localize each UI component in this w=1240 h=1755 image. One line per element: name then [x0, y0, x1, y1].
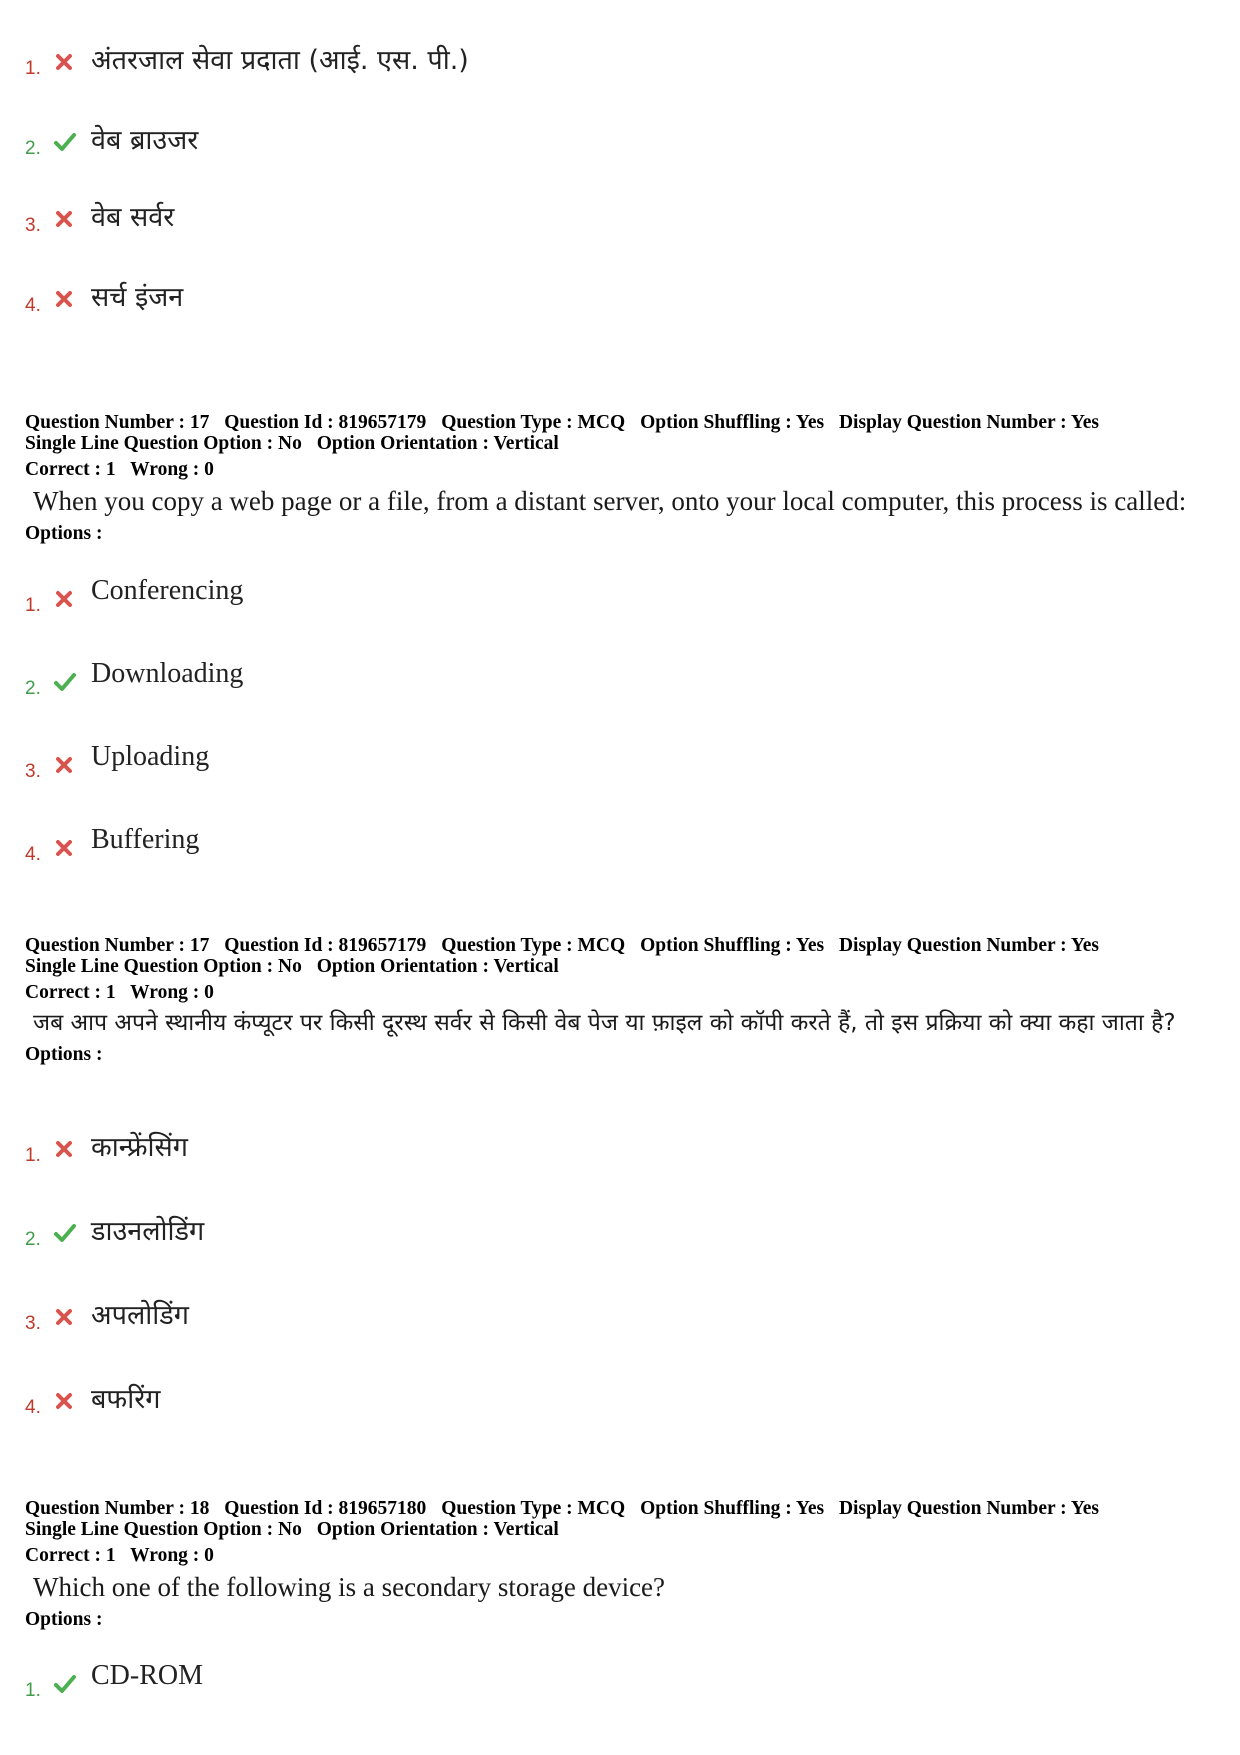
option-text: Downloading	[91, 658, 244, 689]
option-orientation: Option Orientation : Vertical	[316, 1519, 559, 1540]
option-text: सर्च इंजन	[91, 282, 184, 313]
option-number: 4.	[25, 844, 41, 865]
display-question-number: Display Question Number : Yes	[838, 935, 1099, 956]
option-shuffling: Option Shuffling : Yes	[640, 1498, 825, 1519]
question-meta	[25, 412, 1220, 480]
question-meta	[25, 935, 1220, 1003]
single-line-option: Single Line Question Option : No	[25, 956, 302, 977]
cross-icon	[53, 588, 75, 610]
question-block-17-en	[25, 412, 1220, 545]
cross-icon	[53, 754, 75, 776]
option-number: 2.	[25, 1229, 41, 1250]
question-id: Question Id : 819657179	[224, 935, 427, 956]
option-text: कान्फ्रेंसिंग	[91, 1132, 188, 1163]
single-line-option: Single Line Question Option : No	[25, 433, 302, 454]
option-number: 3.	[25, 761, 41, 782]
question-text: जब आप अपने स्थानीय कंप्यूटर पर किसी दूरस्थ सर्वर से किसी वेब पेज या फ़ाइल को कॉपी करते हैं, तो इस प्रक्रिया को क्या कहा जाता है?	[33, 1010, 1176, 1036]
option-number: 1.	[25, 595, 41, 616]
question-block-17-hi	[25, 935, 1220, 1066]
options-label: Options :	[25, 1044, 103, 1065]
check-icon	[53, 1673, 75, 1695]
option-text: Uploading	[91, 741, 210, 772]
cross-icon	[53, 1138, 75, 1160]
display-question-number: Display Question Number : Yes	[838, 412, 1099, 433]
option-number: 3.	[25, 1313, 41, 1334]
question-type: Question Type : MCQ	[441, 935, 626, 956]
cross-icon	[53, 51, 75, 73]
cross-icon	[53, 837, 75, 859]
question-id: Question Id : 819657179	[224, 412, 427, 433]
question-block-18-en	[25, 1498, 1220, 1631]
question-number: Question Number : 17	[25, 935, 210, 956]
cross-icon	[53, 208, 75, 230]
correct-marks: Correct : 1	[25, 1545, 116, 1566]
check-icon	[53, 131, 75, 153]
option-number: 1.	[25, 1145, 41, 1166]
cross-icon	[53, 1306, 75, 1328]
cross-icon	[53, 1390, 75, 1412]
option-text: CD-ROM	[91, 1660, 204, 1691]
option-text: वेब सर्वर	[91, 202, 175, 233]
option-number: 1.	[25, 58, 41, 79]
check-icon	[53, 671, 75, 693]
option-number: 1.	[25, 1680, 41, 1701]
option-number: 2.	[25, 678, 41, 699]
option-shuffling: Option Shuffling : Yes	[640, 935, 825, 956]
options-label: Options :	[25, 1609, 103, 1630]
question-text: When you copy a web page or a file, from a distant server, onto your local computer, this process is called:	[33, 486, 1187, 516]
single-line-option: Single Line Question Option : No	[25, 1519, 302, 1540]
question-id: Question Id : 819657180	[224, 1498, 427, 1519]
option-text: अंतरजाल सेवा प्रदाता (आई. एस. पी.)	[91, 45, 469, 76]
correct-marks: Correct : 1	[25, 982, 116, 1003]
correct-marks: Correct : 1	[25, 459, 116, 480]
question-number: Question Number : 18	[25, 1498, 210, 1519]
option-shuffling: Option Shuffling : Yes	[640, 412, 825, 433]
question-text: Which one of the following is a secondary storage device?	[33, 1572, 666, 1602]
option-orientation: Option Orientation : Vertical	[316, 433, 559, 454]
wrong-marks: Wrong : 0	[130, 982, 214, 1003]
option-text: बफरिंग	[91, 1384, 161, 1415]
question-type: Question Type : MCQ	[441, 1498, 626, 1519]
wrong-marks: Wrong : 0	[130, 459, 214, 480]
options-label: Options :	[25, 523, 103, 544]
question-number: Question Number : 17	[25, 412, 210, 433]
display-question-number: Display Question Number : Yes	[838, 1498, 1099, 1519]
check-icon	[53, 1222, 75, 1244]
option-number: 3.	[25, 215, 41, 236]
option-number: 4.	[25, 295, 41, 316]
option-text: अपलोडिंग	[91, 1300, 189, 1331]
option-text: Buffering	[91, 824, 200, 855]
option-text: डाउनलोडिंग	[91, 1216, 205, 1247]
option-text: Conferencing	[91, 575, 244, 606]
option-orientation: Option Orientation : Vertical	[316, 956, 559, 977]
option-text: वेब ब्राउजर	[91, 125, 199, 156]
option-number: 4.	[25, 1397, 41, 1418]
cross-icon	[53, 288, 75, 310]
option-number: 2.	[25, 138, 41, 159]
question-type: Question Type : MCQ	[441, 412, 626, 433]
wrong-marks: Wrong : 0	[130, 1545, 214, 1566]
question-meta	[25, 1498, 1220, 1566]
